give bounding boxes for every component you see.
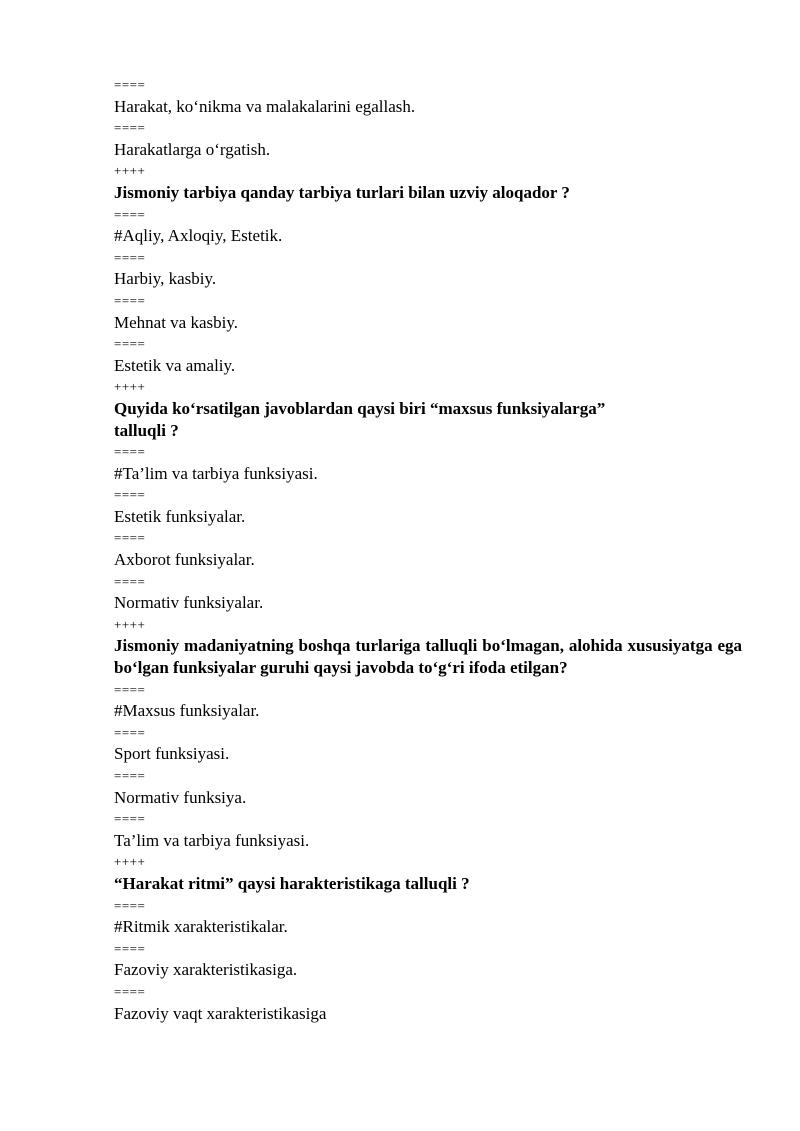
- separator: ====: [114, 897, 146, 913]
- separator: ====: [114, 444, 146, 460]
- question-separator: ++++: [114, 854, 146, 870]
- answer-option-correct: #Ritmik xarakteristikalar.: [114, 917, 288, 937]
- answer-option-correct: #Ta’lim va tarbiya funksiyasi.: [114, 463, 318, 483]
- question-text: Quyida koʻrsatilgan javoblardan qaysi biri “maxsus funksiyalarga”: [114, 398, 606, 418]
- separator: ====: [114, 681, 146, 697]
- answer-option: Estetik va amaliy.: [114, 355, 236, 375]
- separator: ====: [114, 120, 146, 136]
- answer-option: Ta’lim va tarbiya funksiyasi.: [114, 830, 310, 850]
- question-text: “Harakat ritmi” qaysi harakteristikaga talluqli ?: [114, 873, 470, 893]
- answer-option: Mehnat va kasbiy.: [114, 312, 239, 332]
- answer-option: Estetik funksiyalar.: [114, 506, 246, 526]
- separator: ====: [114, 206, 146, 222]
- separator: ====: [114, 940, 146, 956]
- separator: ====: [114, 573, 146, 589]
- answer-option: Harbiy, kasbiy.: [114, 269, 217, 289]
- question-separator: ++++: [114, 616, 146, 632]
- question-separator: ++++: [114, 163, 146, 179]
- answer-option: Normativ funksiyalar.: [114, 593, 264, 613]
- answer-option: Fazoviy xarakteristikasiga.: [114, 960, 298, 980]
- separator: ====: [114, 77, 146, 92]
- answer-option: Harakat, koʻnikma va malakalarini egallash.: [114, 96, 416, 116]
- document-page: [114, 74, 742, 1024]
- answer-option: Fazoviy vaqt xarakteristikasiga: [114, 1003, 327, 1023]
- question-text: Jismoniy madaniyatning boshqa turlariga talluqli boʻlmagan, alohida xususiyatga ega boʻlgan funksiyalar guruhi qaysi javobda toʻgʻri ifoda etilgan?: [114, 636, 742, 678]
- separator: ====: [114, 768, 146, 783]
- answer-option: Harakatlarga oʻrgatish.: [114, 139, 271, 159]
- answer-option: Sport funksiyasi.: [114, 744, 230, 764]
- separator: ====: [114, 249, 146, 265]
- answer-option-correct: #Aqliy, Axloqiy, Estetik.: [114, 226, 283, 246]
- question-text: Jismoniy tarbiya qanday tarbiya turlari bilan uzviy aloqador ?: [114, 182, 570, 202]
- separator: ====: [114, 724, 146, 740]
- answer-option-correct: #Maxsus funksiyalar.: [114, 701, 260, 721]
- answer-option: Normativ funksiya.: [114, 787, 247, 807]
- answer-option: Axborot funksiyalar.: [114, 550, 255, 570]
- question-text-continued: talluqli ?: [114, 420, 179, 440]
- separator: ====: [114, 530, 146, 546]
- question-separator: ++++: [114, 379, 146, 395]
- separator: ====: [114, 983, 146, 999]
- separator: ====: [114, 336, 146, 352]
- separator: ====: [114, 811, 146, 827]
- separator: ====: [114, 292, 146, 308]
- separator: ====: [114, 487, 146, 503]
